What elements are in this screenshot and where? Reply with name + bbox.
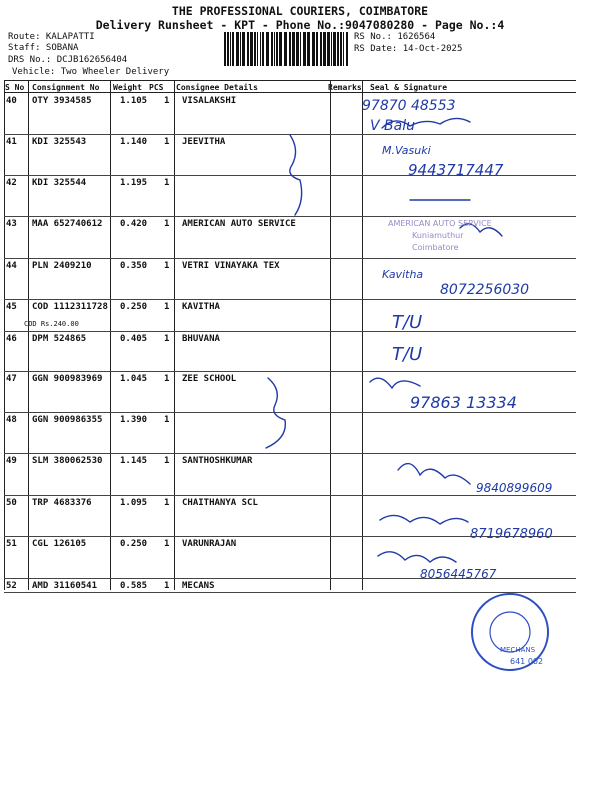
- row-consignee: VARUNRAJAN: [182, 539, 237, 549]
- row-pcs: 1: [164, 415, 170, 425]
- row-pcs: 1: [164, 137, 170, 147]
- drs-number: DRS No.: DCJB162656404: [8, 55, 128, 65]
- handwritten-phone: 8056445767: [420, 567, 497, 581]
- row-sno: 42: [6, 178, 17, 188]
- svg-text:Coimbatore: Coimbatore: [412, 243, 459, 252]
- handwritten-phone: 8719678960: [470, 527, 553, 542]
- col-consignee: Consignee Details: [176, 83, 258, 92]
- row-sno: 40: [6, 96, 17, 106]
- row-weight: 1.390: [120, 415, 148, 425]
- row-consignment-no: DPM 524865: [32, 334, 87, 344]
- row-consignee: ZEE SCHOOL: [182, 374, 237, 384]
- handwritten-phone: 8072256030: [440, 282, 530, 298]
- row-consignee: BHUVANA: [182, 334, 220, 344]
- row-pcs: 1: [164, 178, 170, 188]
- row-consignment-no: GGN 900983969: [32, 374, 103, 384]
- brace-mark: [266, 378, 285, 448]
- row-pcs: 1: [164, 539, 170, 549]
- row-sno: 48: [6, 415, 17, 425]
- row-consignee: JEEVITHA: [182, 137, 226, 147]
- row-sno: 45: [6, 302, 17, 312]
- row-sno: 43: [6, 219, 17, 229]
- pen-stroke: [398, 464, 470, 484]
- row-pcs: 1: [164, 334, 170, 344]
- pen-stroke: [380, 515, 468, 524]
- row-consignee: VETRI VINAYAKA TEX: [182, 261, 280, 271]
- row-weight: 1.105: [120, 96, 148, 106]
- handwritten-phone: 9840899609: [476, 481, 553, 495]
- row-sno: 51: [6, 539, 17, 549]
- row-sno: 46: [6, 334, 17, 344]
- row-pcs: 1: [164, 498, 170, 508]
- handwritten-mark: T/U: [392, 344, 423, 365]
- row-pcs: 1: [164, 374, 170, 384]
- row-weight: 1.195: [120, 178, 148, 188]
- svg-text:Kuniamuthur: Kuniamuthur: [412, 231, 464, 240]
- col-remarks: Remarks: [328, 83, 362, 92]
- svg-text:AMERICAN AUTO SERVICE: AMERICAN AUTO SERVICE: [388, 219, 492, 228]
- pen-stroke: [378, 552, 456, 562]
- row-consignee: AMERICAN AUTO SERVICE: [182, 219, 296, 229]
- row-weight: 0.585: [120, 581, 148, 591]
- runsheet-title: THE PROFESSIONAL COURIERS, COIMBATORE: [171, 4, 429, 18]
- row-weight: 1.140: [120, 137, 148, 147]
- handwritten-phone: 97863 13334: [410, 393, 517, 412]
- row-consignment-no: KDI 325544: [32, 178, 87, 188]
- rs-date: RS Date: 14-Oct-2025: [354, 44, 463, 54]
- row-sno: 41: [6, 137, 17, 147]
- vehicle-label: Vehicle: Two Wheeler Delivery: [12, 67, 170, 77]
- row-consignment-no: KDI 325543: [32, 137, 87, 147]
- handwritten-phone: 97870 48553: [362, 98, 456, 114]
- row-weight: 0.250: [120, 539, 148, 549]
- rs-number: RS No.: 1626564: [354, 32, 436, 42]
- handwritten-name: M.Vasuki: [382, 144, 431, 157]
- route-label: Route: KALAPATTI: [8, 32, 95, 42]
- row-pcs: 1: [164, 302, 170, 312]
- row-sno: 44: [6, 261, 17, 271]
- row-consignee: KAVITHA: [182, 302, 220, 312]
- row-consignment-no: COD 1112311728: [32, 302, 108, 312]
- handwritten-name: V Balu: [370, 118, 415, 134]
- row-weight: 1.045: [120, 374, 148, 384]
- row-consignment-no: SLM 380062530: [32, 456, 103, 466]
- row-consignee: SANTHOSHKUMAR: [182, 456, 253, 466]
- row-consignment-no: TRP 4683376: [32, 498, 92, 508]
- row-consignment-no: CGL 126105: [32, 539, 87, 549]
- row-consignee: MECANS: [182, 581, 215, 591]
- col-weight: Weight: [113, 83, 142, 92]
- col-pcs: PCS: [149, 83, 164, 92]
- col-seal: Seal & Signature: [370, 83, 448, 92]
- brace-mark: [290, 135, 302, 215]
- cod-amount: COD Rs.240.00: [24, 320, 79, 328]
- row-consignment-no: PLN 2409210: [32, 261, 92, 271]
- col-sno: S No: [5, 83, 25, 92]
- row-sno: 49: [6, 456, 17, 466]
- row-consignee: CHAITHANYA SCL: [182, 498, 258, 508]
- row-consignment-no: MAA 652740612: [32, 219, 103, 229]
- row-consignment-no: AMD 31160541: [32, 581, 98, 591]
- row-pcs: 1: [164, 261, 170, 271]
- row-weight: 0.420: [120, 219, 148, 229]
- company-stamp: [388, 219, 492, 252]
- row-weight: 1.095: [120, 498, 148, 508]
- row-pcs: 1: [164, 456, 170, 466]
- runsheet-subtitle: Delivery Runsheet - KPT - Phone No.:9047080280 - Page No.:4: [95, 18, 505, 32]
- mecans-round-stamp: [472, 594, 548, 670]
- handwritten-phone: 9443717447: [408, 161, 504, 179]
- row-sno: 52: [6, 581, 17, 591]
- row-sno: 50: [6, 498, 17, 508]
- row-weight: 0.250: [120, 302, 148, 312]
- row-consignment-no: OTY 3934585: [32, 96, 92, 106]
- handwritten-mark: T/U: [392, 312, 423, 333]
- row-consignment-no: GGN 900986355: [32, 415, 103, 425]
- row-consignee: VISALAKSHI: [182, 96, 237, 106]
- col-consignment: Consignment No: [32, 83, 100, 92]
- svg-text:641 002: 641 002: [510, 657, 544, 666]
- row-pcs: 1: [164, 96, 170, 106]
- svg-text:MECHANS: MECHANS: [500, 646, 536, 654]
- row-weight: 1.145: [120, 456, 148, 466]
- row-pcs: 1: [164, 581, 170, 591]
- pen-stroke: [370, 378, 420, 388]
- row-weight: 0.405: [120, 334, 148, 344]
- staff-label: Staff: SOBANA: [8, 43, 79, 53]
- handwritten-name: Kavitha: [382, 268, 424, 281]
- row-weight: 0.350: [120, 261, 148, 271]
- row-sno: 47: [6, 374, 17, 384]
- row-pcs: 1: [164, 219, 170, 229]
